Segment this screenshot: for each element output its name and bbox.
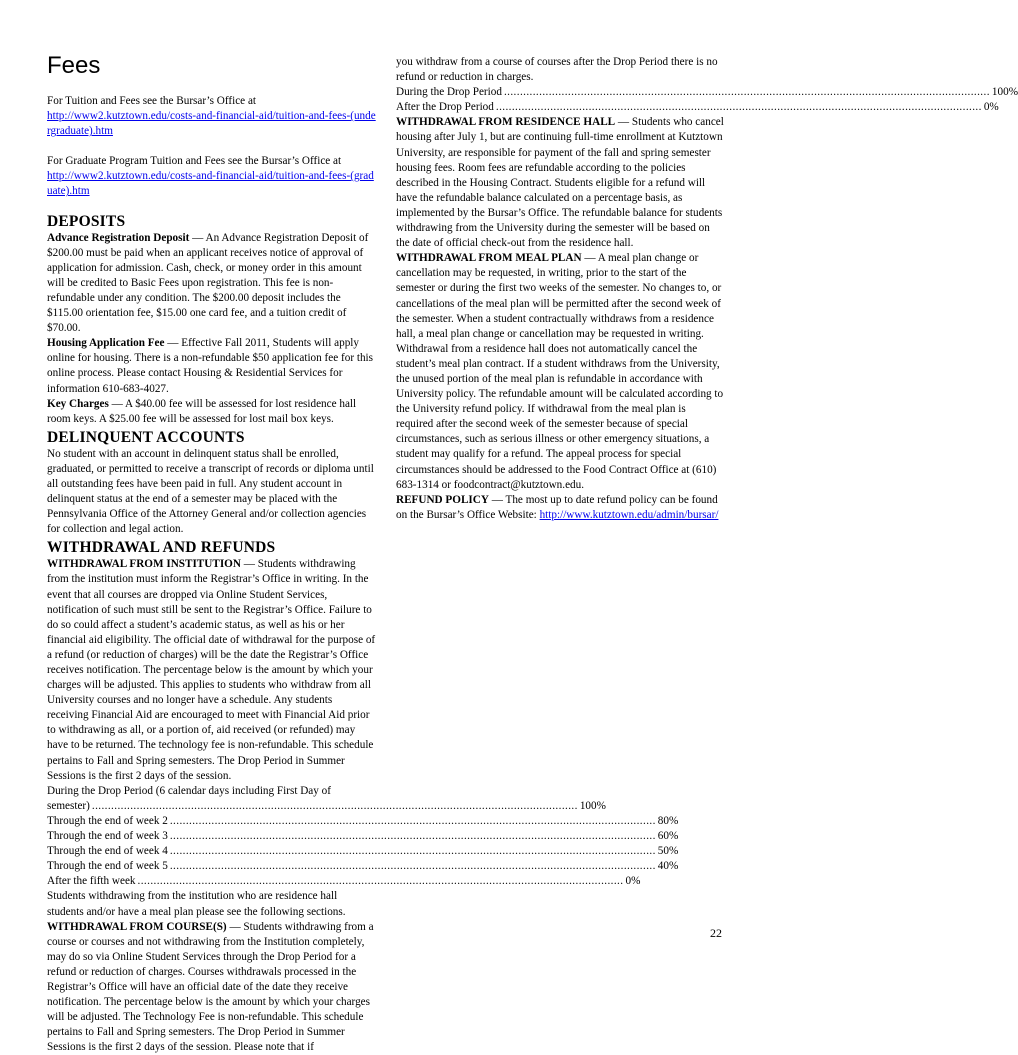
course-text-part1: — Students withdrawing from a course or courses and not withdrawing from the Institution completely, may do so via Online Student Services through the Drop Period for a refund or reduction of charges. Courses withdrawals processed in the Registrar’s Office will have an official date of the date they receive notification. The percentage below is the amount by which your charges will be adjusted. The Technology Fee is non-refundable. This schedule pertains to Fall and Spring semesters. The Drop Period in Summer Sessions is the first 2 days of the session. Please note that if [47, 920, 374, 1054]
schedule-value: 100% [579, 799, 606, 812]
meal-plan-text: — A meal plan change or cancellation may be requested, in writing, prior to the start of the semester or during the first two weeks of the semester. No changes to, or cancellations of the meal plan will be permitted after the second week of the semester. When a student contractually withdraws from a residence hall, a meal plan change or cancellation may be requested in writing. Withdrawal from a residence hall does not automatically cancel the student’s meal plan contract. If a student withdraws from the University, the unused portion of the meal plan is refundable in accordance with University policy. The refundable amount will be calculated according to the University refund policy. If withdrawal from the meal plan is required after the second week of the semester because of special circumstances, such as serious illness or other emergency situations, a student may qualify for a refund. The appeal process for special circumstances should be addressed to the Food Contract Office at (610) 683-1314 or foodcontract@kutztown.edu. [396, 252, 724, 491]
housing-fee-label: Housing Application Fee [47, 337, 165, 350]
advance-deposit-paragraph [47, 231, 376, 337]
leader-dots [494, 100, 984, 115]
schedule-value: 80% [657, 814, 679, 827]
institution-paragraph [47, 557, 376, 783]
course-label: WITHDRAWAL FROM COURSE(S) [47, 920, 227, 933]
schedule-row [47, 799, 606, 814]
schedule-value: 100% [991, 86, 1018, 99]
residence-hall-label: WITHDRAWAL FROM RESIDENCE HALL [396, 116, 616, 129]
schedule-value: 0% [983, 101, 999, 114]
schedule-row [47, 874, 641, 889]
schedule-label: Through the end of week 2 [47, 814, 168, 827]
institution-label: WITHDRAWAL FROM INSTITUTION [47, 558, 241, 571]
refund-policy-paragraph [396, 493, 725, 523]
withdrawal-heading: WITHDRAWAL AND REFUNDS [47, 539, 276, 557]
leader-dots [136, 874, 626, 889]
schedule-row [47, 814, 679, 829]
schedule-value: 50% [657, 845, 679, 858]
schedule-row [47, 844, 679, 859]
leader-dots [168, 844, 658, 859]
grad-intro-text: For Graduate Program Tuition and Fees see the Bursar’s Office at [47, 155, 342, 168]
delinquent-heading: DELINQUENT ACCOUNTS [47, 428, 245, 446]
advance-deposit-text: — An Advance Registration Deposit of $200.00 must be paid when an applicant receives notice of approval of application for admission. Cash, check, or money order in this amount will be credited to Basic Fees upon registration. This fee is non-refundable under any condition. The $200.00 deposit includes the $115.00 orientation fee, $15.00 one card fee, and a tuition credit of $70.00. [47, 231, 369, 335]
key-charges-label: Key Charges [47, 397, 109, 410]
residence-hall-text: — Students who cancel housing after July 1, but are continuing full-time enrollment at Kutztown University, are responsible for payment of the fall and spring semester housing fees. Room fees are refundable according to the policies described in the Housing Contract. Students eligible for a refund will have the refundable balance calculated on a percentage basis, as implemented by the Bursar’s Office. The refundable balance for students withdrawing from the University during the semester will be based on the date of official check-out from the residence hall. [396, 116, 724, 250]
residence-hall-paragraph [396, 115, 725, 251]
course-schedule [396, 85, 1018, 115]
leader-dots [502, 85, 992, 100]
housing-fee-paragraph [47, 336, 376, 396]
schedule-value: 0% [625, 875, 641, 888]
schedule-label: After the Drop Period [396, 101, 494, 114]
leader-dots [168, 829, 658, 844]
schedule-row [396, 100, 999, 115]
page-title: Fees [47, 52, 101, 79]
bursar-link[interactable]: http://www.kutztown.edu/admin/bursar/ [539, 508, 719, 521]
refund-policy-label: REFUND POLICY [396, 493, 489, 506]
schedule-row [47, 859, 679, 874]
leader-dots [168, 814, 658, 829]
refund-policy-text: — The most up to date refund policy can be found on the Bursar’s Office Website: [396, 493, 718, 521]
right-column [396, 55, 1018, 523]
housing-fee-text: — Effective Fall 2011, Students will apply online for housing. There is a non-refundable $50 application fee for this online process. Please contact Housing & Residential Services for information 610-683-4027. [47, 337, 373, 395]
tuition-link[interactable]: http://www2.kutztown.edu/costs-and-financial-aid/tuition-and-fees-(undergraduate).htm [47, 110, 376, 138]
schedule-label: During the Drop Period [396, 86, 502, 99]
schedule-label: semester) [47, 799, 90, 812]
deposits-heading: DEPOSITS [47, 212, 126, 230]
tuition-intro-text: For Tuition and Fees see the Bursar’s Office at [47, 95, 257, 107]
tuition-intro [47, 94, 376, 139]
advance-deposit-label: Advance Registration Deposit [47, 231, 190, 244]
schedule-row [47, 829, 679, 844]
grad-link[interactable]: http://www2.kutztown.edu/costs-and-financial-aid/tuition-and-fees-(graduate).htm [47, 170, 374, 198]
schedule-row [396, 85, 1018, 100]
meal-plan-paragraph [396, 251, 725, 493]
leader-dots [168, 859, 658, 874]
meal-plan-label: WITHDRAWAL FROM MEAL PLAN [396, 252, 582, 265]
drop-period-line: During the Drop Period (6 calendar days including First Day of [47, 784, 331, 797]
institution-text: — Students withdrawing from the institution must inform the Registrar’s Office in writing. In the event that all courses are dropped via Online Student Services, notification of such must still be sent to the Registrar’s Office. Failure to do so could affect a student’s academic status, as well as his or her financial aid eligibility. The official date of withdrawal for the purpose of a refund (or reduction of charges) will be the date the Registrar’s Office receives notification. The percentage below is the amount by which your charges will be adjusted. This applies to students who withdraw from all University courses and no longer have a schedule. Any students receiving Financial Aid are encouraged to meet with Financial Aid prior to withdrawing as all, or a portion of, aid received (or refunded) may have to be returned. The technology fee is non-refundable. This schedule pertains to Fall and Spring semesters. The Drop Period in Summer Sessions is the first 2 days of the session. [47, 558, 376, 782]
schedule-value: 60% [657, 830, 679, 843]
schedule-label: Through the end of week 4 [47, 845, 168, 858]
delinquent-paragraph: No student with an account in delinquent status shall be enrolled, graduated, or permitted to receive a transcript of records or diploma until all outstanding fees have been paid in full. Any student account in delinquent status at the end of a semester may be placed with the Pennsylvania Office of the Attorney General and/or collection agencies for collection and legal action. [47, 447, 374, 536]
course-paragraph [47, 920, 376, 1054]
grad-intro [47, 154, 376, 199]
key-charges-paragraph [47, 397, 376, 427]
course-continuation: you withdraw from a course of courses after the Drop Period there is no refund or reduction in charges. [396, 56, 718, 84]
schedule-label: After the fifth week [47, 875, 136, 888]
leader-dots [90, 799, 580, 814]
schedule-value: 40% [657, 860, 679, 873]
schedule-label: Through the end of week 3 [47, 830, 168, 843]
page-number: 22 [710, 926, 722, 940]
key-charges-text: — A $40.00 fee will be assessed for lost residence hall room keys. A $25.00 fee will be assessed for lost mail box keys. [47, 397, 357, 425]
residence-note: Students withdrawing from the institution who are residence hall students and/or have a meal plan please see the following sections. [47, 890, 346, 918]
schedule-label: Through the end of week 5 [47, 860, 168, 873]
institution-schedule [47, 799, 679, 890]
